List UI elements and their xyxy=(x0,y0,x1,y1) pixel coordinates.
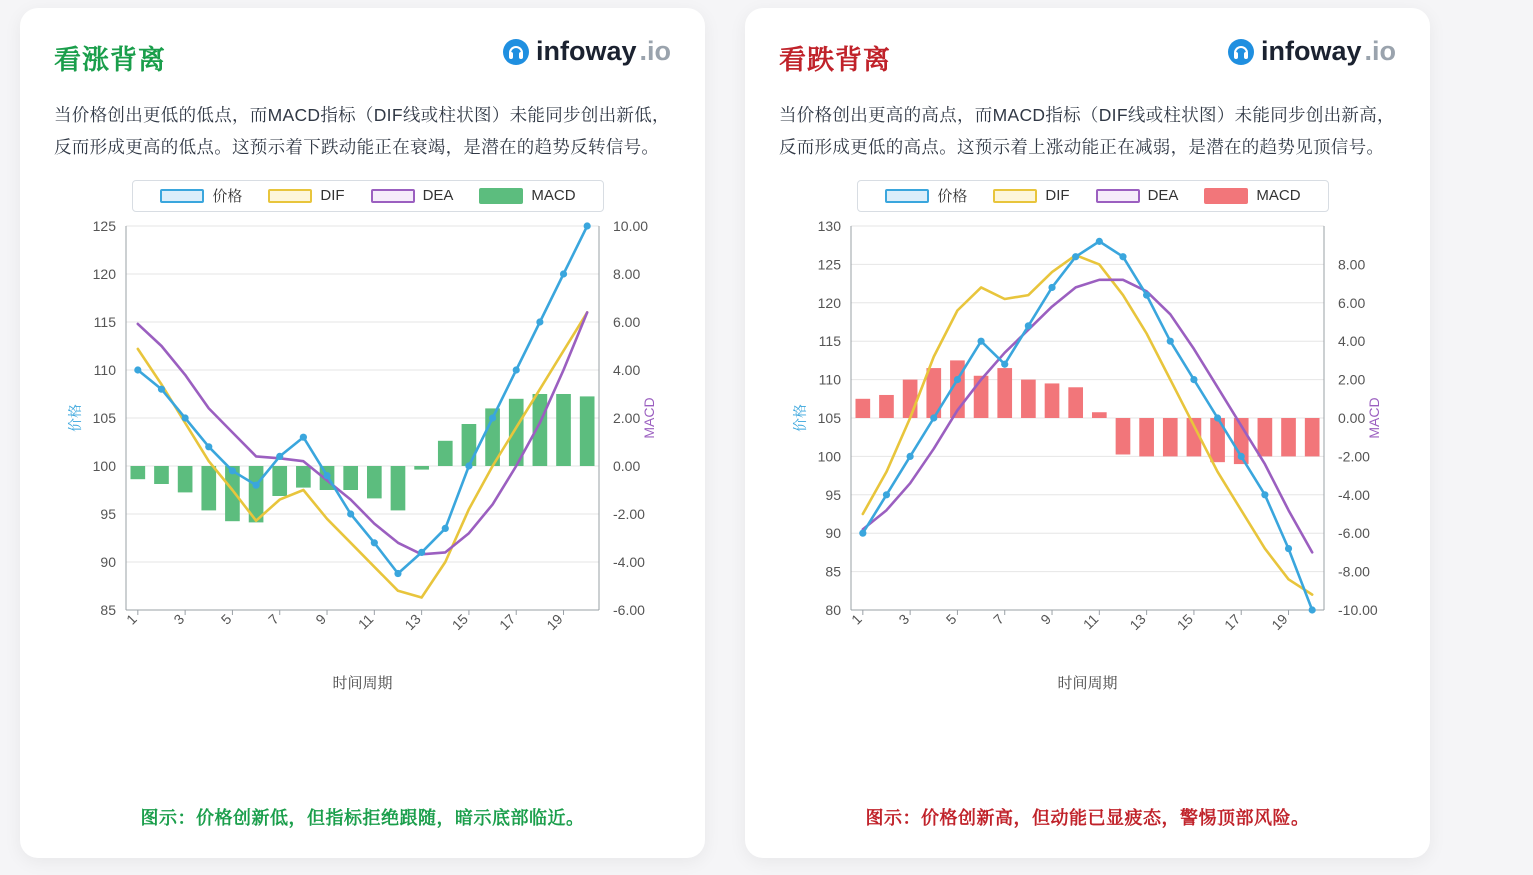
price-point xyxy=(1096,238,1103,245)
y-axis-left-tick: 130 xyxy=(817,217,841,234)
legend-label-price: 价格 xyxy=(937,188,968,206)
chart-legend xyxy=(857,180,1329,212)
y-axis-left-tick: 85 xyxy=(100,601,116,618)
legend-item-macd xyxy=(1204,187,1300,204)
x-axis-tick: 15 xyxy=(1173,610,1197,633)
price-point xyxy=(1025,322,1032,329)
macd-bar xyxy=(1281,418,1296,456)
price-point xyxy=(1001,360,1008,367)
price-point xyxy=(1167,337,1174,344)
y-axis-left-label: 价格 xyxy=(792,403,808,432)
price-point xyxy=(930,414,937,421)
y-axis-right-tick: -4.00 xyxy=(1338,486,1370,503)
y-axis-right-tick: -2.00 xyxy=(1338,448,1370,465)
price-point xyxy=(1190,376,1197,383)
macd-bar xyxy=(438,441,453,466)
price-point xyxy=(1119,253,1126,260)
chart-caption: 图示：价格创新低，但指标拒绝跟随，暗示底部临近。 xyxy=(140,808,585,828)
card-bullish-divergence xyxy=(20,8,705,858)
legend-label-dif: DIF xyxy=(1045,187,1070,205)
description-text: 当价格创出更高的高点，而MACD指标（DIF线或柱状图）未能同步创出新高，反而形成更低的高点。这预示着上涨动能正在减弱，是潜在的趋势见顶信号。 xyxy=(779,105,1395,158)
y-axis-left-tick: 120 xyxy=(92,265,116,282)
macd-bar xyxy=(343,466,358,490)
y-axis-left-tick: 85 xyxy=(825,563,841,580)
price-point xyxy=(442,525,449,532)
chart-caption: 图示：价格创新高，但动能已显疲态，警惕顶部风险。 xyxy=(865,808,1310,828)
x-axis-tick: 1 xyxy=(123,610,140,628)
price-point xyxy=(323,472,330,479)
price-point xyxy=(1285,545,1292,552)
x-axis-tick: 7 xyxy=(990,610,1007,628)
price-point xyxy=(560,270,567,277)
price-point xyxy=(205,443,212,450)
legend-item-dea xyxy=(371,187,454,204)
macd-bar xyxy=(903,379,918,417)
y-axis-left-tick: 105 xyxy=(92,409,116,426)
y-axis-right-tick: 10.00 xyxy=(613,217,649,234)
x-axis-label: 时间周期 xyxy=(1057,674,1118,692)
price-point xyxy=(229,467,236,474)
y-axis-right-label: MACD xyxy=(641,397,657,439)
brand-logo xyxy=(503,38,671,65)
macd-bar xyxy=(201,466,216,510)
y-axis-left-tick: 115 xyxy=(93,313,116,330)
y-axis-left-label: 价格 xyxy=(67,403,83,432)
macd-bar xyxy=(855,399,870,418)
y-axis-right-tick: -6.00 xyxy=(1338,524,1370,541)
legend-swatch-dif xyxy=(993,189,1037,203)
price-point xyxy=(134,366,141,373)
macd-bar xyxy=(1139,418,1154,456)
y-axis-right-tick: 4.00 xyxy=(613,361,641,378)
y-axis-right-tick: 8.00 xyxy=(613,265,641,282)
x-axis-tick: 1 xyxy=(848,610,865,628)
price-point xyxy=(1261,491,1268,498)
y-axis-left-tick: 120 xyxy=(817,294,841,311)
y-axis-right-tick: -4.00 xyxy=(613,553,645,570)
y-axis-left-tick: 105 xyxy=(817,409,841,426)
price-point xyxy=(371,539,378,546)
macd-bar xyxy=(154,466,169,484)
price-point xyxy=(465,462,472,469)
y-axis-right-tick: 2.00 xyxy=(613,409,641,426)
legend-label-macd: MACD xyxy=(1256,187,1301,205)
price-point xyxy=(883,491,890,498)
macd-bar xyxy=(974,376,989,418)
legend-swatch-dif xyxy=(268,189,312,203)
x-axis-tick: 13 xyxy=(1126,610,1149,633)
legend-swatch-macd xyxy=(1204,188,1248,204)
y-axis-left-tick: 110 xyxy=(93,361,116,378)
y-axis-left-tick: 100 xyxy=(92,457,116,474)
macd-bar xyxy=(997,368,1012,418)
legend-swatch-price xyxy=(885,189,929,203)
price-point xyxy=(954,376,961,383)
headphones-icon xyxy=(503,39,529,65)
chart-legend xyxy=(132,180,604,212)
x-axis-tick: 11 xyxy=(354,610,377,633)
legend-item-dif xyxy=(268,187,344,204)
macd-bar xyxy=(414,466,429,470)
y-axis-left-tick: 125 xyxy=(92,217,116,234)
price-point xyxy=(489,414,496,421)
price-point xyxy=(977,337,984,344)
chart-bearish xyxy=(779,178,1396,698)
page-title: 看涨背离 xyxy=(54,45,166,75)
macd-bar xyxy=(130,466,145,479)
legend-swatch-dea xyxy=(1096,189,1140,203)
brand-suffix: .io xyxy=(639,36,671,66)
macd-bar xyxy=(1021,379,1036,417)
x-axis-tick: 17 xyxy=(496,610,519,633)
card-header xyxy=(54,38,671,77)
y-axis-left-tick: 80 xyxy=(825,601,841,618)
y-axis-right-tick: -8.00 xyxy=(1338,563,1370,580)
legend-item-dif xyxy=(993,187,1069,204)
macd-bar xyxy=(272,466,287,496)
x-axis-label: 时间周期 xyxy=(332,674,393,692)
macd-bar xyxy=(1092,412,1107,418)
y-axis-right-tick: 6.00 xyxy=(613,313,641,330)
y-axis-left-tick: 125 xyxy=(817,256,841,273)
y-axis-right-tick: 6.00 xyxy=(1338,294,1366,311)
macd-bar xyxy=(580,396,595,466)
price-point xyxy=(418,549,425,556)
macd-bar xyxy=(1258,418,1273,456)
price-point xyxy=(300,433,307,440)
legend-item-price xyxy=(160,185,242,206)
legend-swatch-macd xyxy=(479,188,523,204)
y-axis-right-label: MACD xyxy=(1366,397,1382,439)
price-point xyxy=(347,510,354,517)
x-axis-tick: 9 xyxy=(1037,610,1055,628)
legend-item-dea xyxy=(1096,187,1179,204)
x-axis-tick: 19 xyxy=(543,610,566,633)
y-axis-right-tick: -10.00 xyxy=(1338,601,1378,618)
card-bearish-divergence xyxy=(745,8,1430,858)
macd-bar xyxy=(1045,383,1060,418)
price-point xyxy=(394,570,401,577)
y-axis-left-tick: 90 xyxy=(825,524,841,541)
price-point xyxy=(1143,291,1150,298)
price-point xyxy=(513,366,520,373)
chart-canvas-bearish xyxy=(779,178,1396,698)
macd-bar xyxy=(556,394,571,466)
price-point xyxy=(584,222,591,229)
macd-bar xyxy=(1068,387,1083,418)
y-axis-left-tick: 95 xyxy=(100,505,116,522)
y-axis-left-tick: 110 xyxy=(818,371,841,388)
y-axis-right-tick: -2.00 xyxy=(613,505,645,522)
x-axis-tick: 7 xyxy=(265,610,282,628)
legend-label-dea: DEA xyxy=(422,187,454,205)
legend-label-dif: DIF xyxy=(320,187,345,205)
price-point xyxy=(1214,414,1221,421)
price-point xyxy=(907,453,914,460)
chart-bullish xyxy=(54,178,671,698)
macd-bar xyxy=(391,466,406,510)
y-axis-left-tick: 95 xyxy=(825,486,841,503)
macd-bar xyxy=(296,466,311,488)
legend-swatch-dea xyxy=(371,189,415,203)
y-axis-right-tick: 4.00 xyxy=(1338,332,1366,349)
y-axis-left-tick: 115 xyxy=(818,332,841,349)
price-point xyxy=(158,385,165,392)
price-point xyxy=(536,318,543,325)
card-header xyxy=(779,38,1396,77)
x-axis-tick: 3 xyxy=(895,610,913,628)
price-point xyxy=(1309,606,1316,613)
price-point xyxy=(276,453,283,460)
brand-logo xyxy=(1228,38,1396,65)
x-axis-tick: 15 xyxy=(448,610,472,633)
price-point xyxy=(859,529,866,536)
macd-bar xyxy=(879,395,894,418)
y-axis-right-tick: -6.00 xyxy=(613,601,645,618)
legend-item-price xyxy=(885,185,967,206)
brand-name: infoway xyxy=(1260,36,1362,66)
macd-bar xyxy=(1116,418,1131,454)
x-axis-tick: 19 xyxy=(1268,610,1291,633)
legend-label-price: 价格 xyxy=(212,188,243,206)
y-axis-left-tick: 90 xyxy=(100,553,116,570)
x-axis-tick: 3 xyxy=(170,610,188,628)
x-axis-tick: 5 xyxy=(942,610,960,628)
price-point xyxy=(1048,284,1055,291)
macd-bar xyxy=(1305,418,1320,456)
x-axis-tick: 13 xyxy=(401,610,424,633)
legend-swatch-price xyxy=(160,189,204,203)
chart-canvas-bullish xyxy=(54,178,671,698)
y-axis-right-tick: 8.00 xyxy=(1338,256,1366,273)
macd-bar xyxy=(178,466,193,492)
y-axis-right-tick: 0.00 xyxy=(613,457,641,474)
macd-bar xyxy=(367,466,382,498)
x-axis-tick: 9 xyxy=(312,610,330,628)
legend-item-macd xyxy=(479,187,575,204)
brand-suffix: .io xyxy=(1364,36,1396,66)
page-title: 看跌背离 xyxy=(779,45,891,75)
price-point xyxy=(1072,253,1079,260)
macd-bar xyxy=(1163,418,1178,456)
price-point xyxy=(182,414,189,421)
legend-label-dea: DEA xyxy=(1147,187,1179,205)
y-axis-left-tick: 100 xyxy=(817,448,841,465)
price-point xyxy=(1238,453,1245,460)
y-axis-right-tick: 0.00 xyxy=(1338,409,1366,426)
legend-label-macd: MACD xyxy=(531,187,576,205)
x-axis-tick: 17 xyxy=(1221,610,1244,633)
y-axis-right-tick: 2.00 xyxy=(1338,371,1366,388)
brand-name: infoway xyxy=(535,36,637,66)
macd-bar xyxy=(462,424,477,466)
headphones-icon xyxy=(1228,39,1254,65)
x-axis-tick: 11 xyxy=(1079,610,1102,633)
x-axis-tick: 5 xyxy=(217,610,235,628)
description-text: 当价格创出更低的低点，而MACD指标（DIF线或柱状图）未能同步创出新低，反而形成更高的低点。这预示着下跌动能正在衰竭，是潜在的趋势反转信号。 xyxy=(54,105,670,158)
price-point xyxy=(252,481,259,488)
